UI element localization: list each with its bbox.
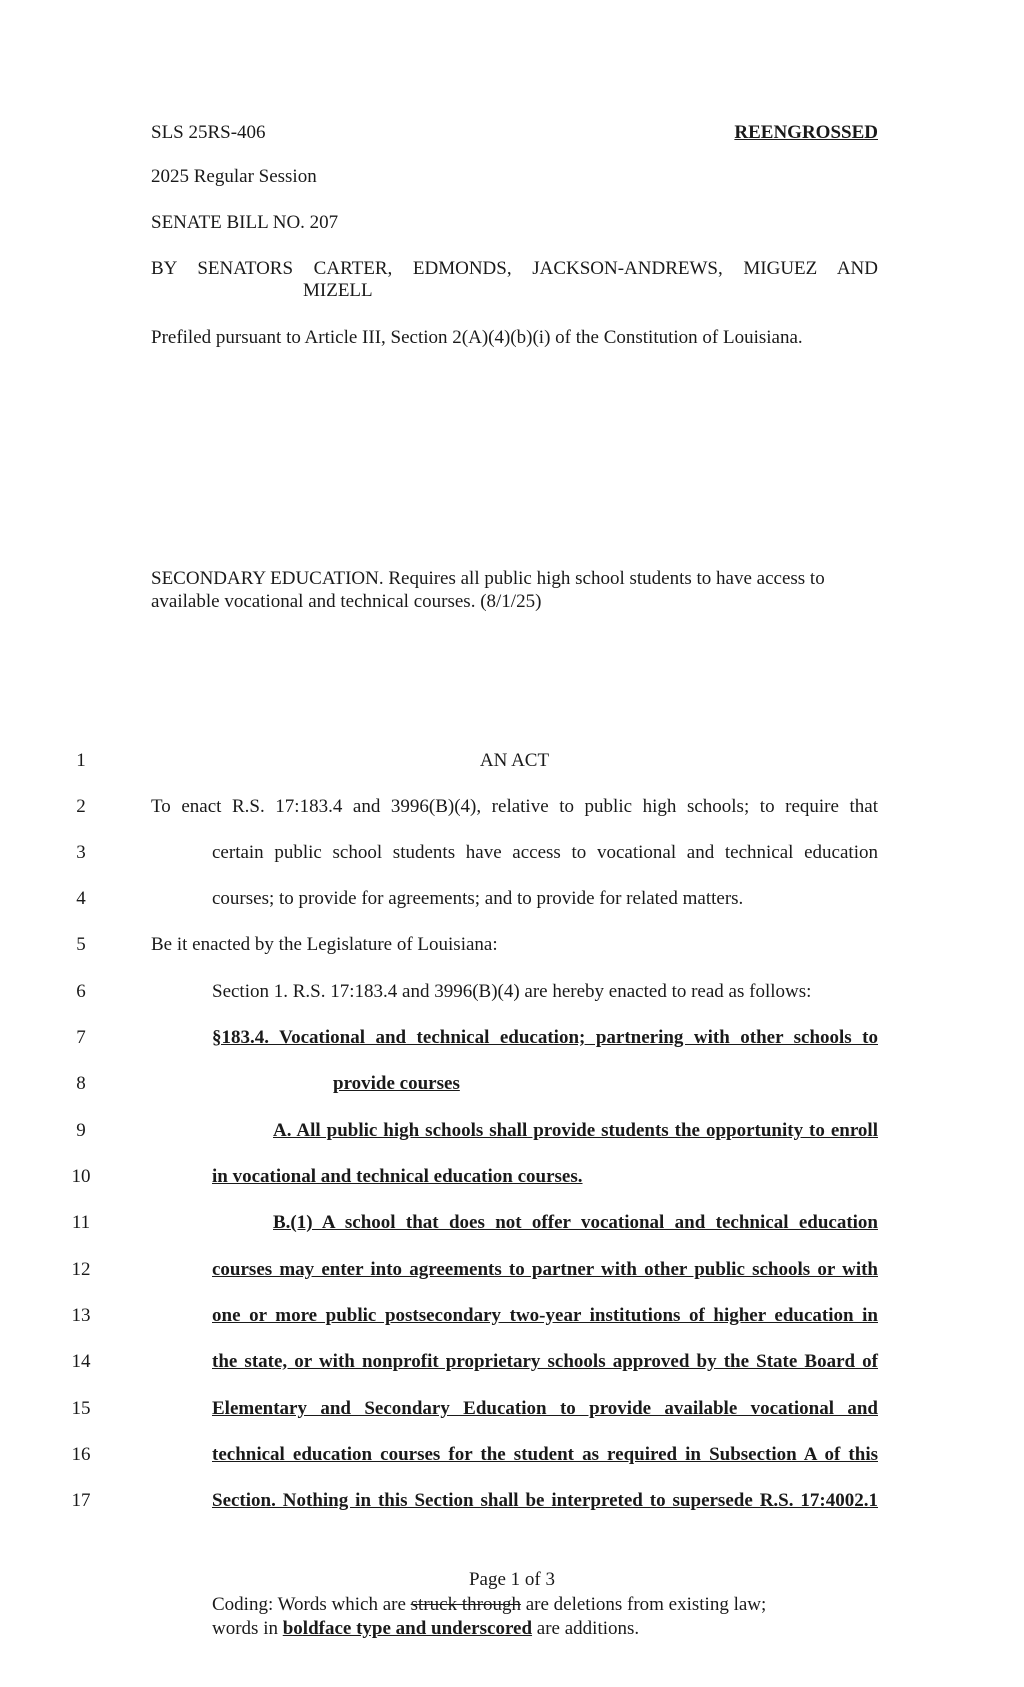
section-heading-cont: provide courses bbox=[333, 1073, 460, 1094]
body-line: one or more public postsecondary two-year institutions of higher education in bbox=[212, 1305, 878, 1326]
line-number: 9 bbox=[76, 1120, 86, 1141]
coding-line-1 bbox=[212, 1593, 766, 1617]
line-number: 1 bbox=[76, 750, 86, 771]
coding-struck: struck through bbox=[410, 1594, 521, 1615]
line-number: 17 bbox=[71, 1490, 91, 1511]
sponsors-line-1: BY SENATORS CARTER, EDMONDS, JACKSON-ANDREWS, MIGUEZ AND bbox=[151, 258, 878, 279]
body-line: courses may enter into agreements to partner with other public schools or with bbox=[212, 1259, 878, 1280]
line-number: 16 bbox=[71, 1444, 91, 1465]
coding-words-in: words in bbox=[212, 1618, 278, 1639]
body-line: in vocational and technical education courses. bbox=[212, 1166, 583, 1187]
body-line: courses; to provide for agreements; and to provide for related matters. bbox=[212, 888, 744, 909]
line-number: 5 bbox=[76, 934, 86, 955]
body-line: Be it enacted by the Legislature of Louisiana: bbox=[151, 934, 498, 955]
page-number: Page 1 of 3 bbox=[468, 1569, 555, 1590]
coding-line-2 bbox=[212, 1617, 766, 1641]
body-line: Section. Nothing in this Section shall be interpreted to supersede R.S. 17:4002.1 bbox=[212, 1490, 878, 1511]
body-line: B.(1) A school that does not offer vocational and technical education bbox=[273, 1212, 878, 1233]
line-number: 10 bbox=[71, 1166, 91, 1187]
body-line: certain public school students have access to vocational and technical education bbox=[212, 842, 878, 863]
prefiled-note: Prefiled pursuant to Article III, Section 2(A)(4)(b)(i) of the Constitution of Louisiana. bbox=[151, 327, 803, 348]
coding-suffix: are additions. bbox=[536, 1618, 640, 1639]
body-line: technical education courses for the student as required in Subsection A of this bbox=[212, 1444, 878, 1465]
body-line: the state, or with nonprofit proprietary schools approved by the State Board of bbox=[212, 1351, 878, 1372]
coding-mid: are deletions from existing law; bbox=[525, 1594, 767, 1615]
line-number: 8 bbox=[76, 1073, 86, 1094]
line-number: 2 bbox=[76, 796, 86, 817]
body-line: Section 1. R.S. 17:183.4 and 3996(B)(4) are hereby enacted to read as follows: bbox=[212, 981, 812, 1002]
line-number: 14 bbox=[71, 1351, 91, 1372]
act-title: AN ACT bbox=[479, 750, 550, 771]
bill-number: SENATE BILL NO. 207 bbox=[151, 212, 339, 233]
coding-prefix: Coding: Words which are bbox=[212, 1594, 406, 1615]
bill-status: REENGROSSED bbox=[734, 122, 878, 143]
line-number: 4 bbox=[76, 888, 86, 909]
sponsors-line-2: MIZELL bbox=[303, 280, 373, 301]
body-line: A. All public high schools shall provide students the opportunity to enroll bbox=[273, 1120, 878, 1141]
body-line: Elementary and Secondary Education to provide available vocational and bbox=[212, 1398, 878, 1419]
section-heading: §183.4. Vocational and technical education; partnering with other schools to bbox=[212, 1027, 878, 1048]
line-number: 12 bbox=[71, 1259, 91, 1280]
line-number: 13 bbox=[71, 1305, 91, 1326]
session: 2025 Regular Session bbox=[151, 166, 317, 187]
line-number: 15 bbox=[71, 1398, 91, 1419]
digest: SECONDARY EDUCATION. Requires all public high school students to have access to available vocational and technical courses. (8/1/25) bbox=[151, 568, 825, 612]
bill-code: SLS 25RS-406 bbox=[151, 122, 266, 143]
sponsors bbox=[151, 258, 878, 302]
line-number: 3 bbox=[76, 842, 86, 863]
coding-legend bbox=[212, 1593, 766, 1641]
body-line: To enact R.S. 17:183.4 and 3996(B)(4), relative to public high schools; to require that bbox=[151, 796, 878, 817]
coding-bold: boldface type and underscored bbox=[282, 1618, 533, 1639]
line-number: 11 bbox=[71, 1212, 91, 1233]
line-number: 6 bbox=[76, 981, 86, 1002]
line-number: 7 bbox=[76, 1027, 86, 1048]
